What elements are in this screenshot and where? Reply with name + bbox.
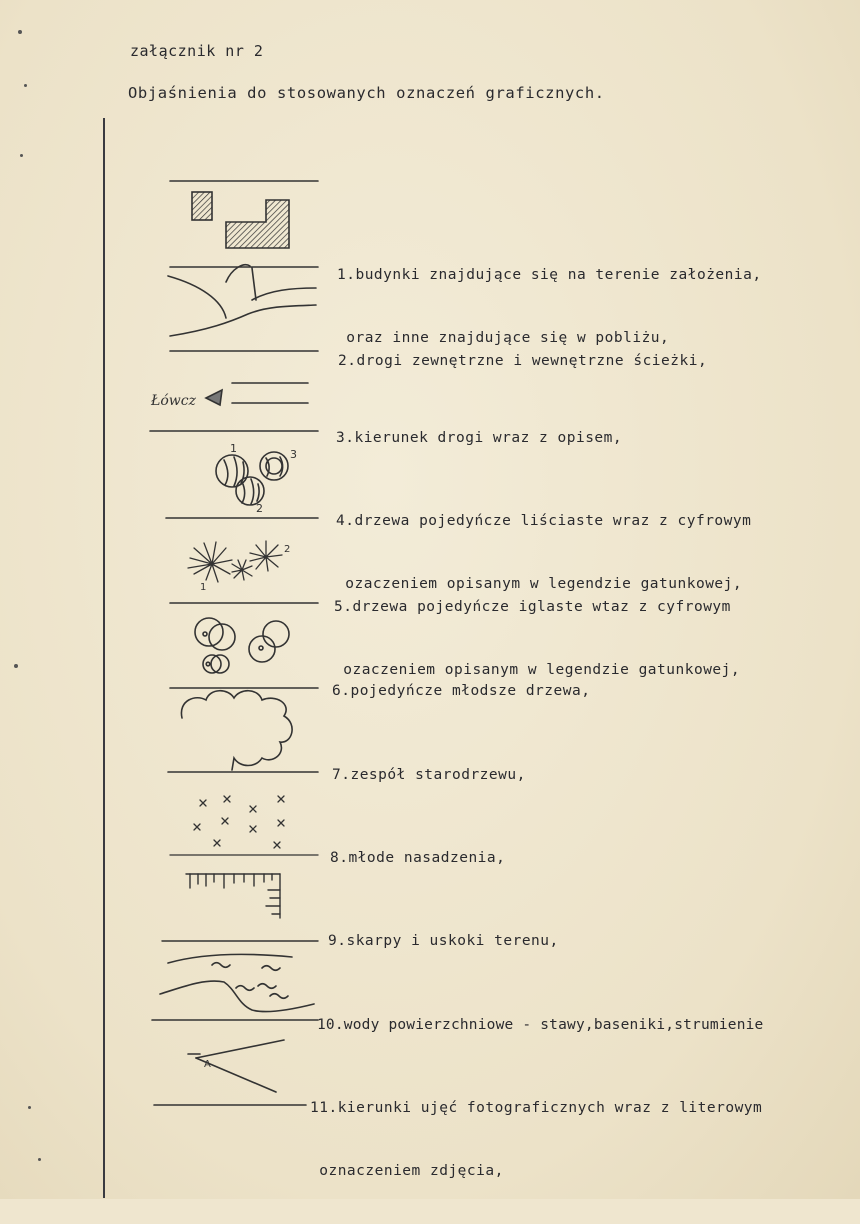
paper-speck xyxy=(28,1106,31,1109)
legend-item-1-line2: oraz inne znajdujące się w pobliżu, xyxy=(337,330,670,346)
conifer-number-2: 2 xyxy=(284,544,291,555)
deciduous-number-1: 1 xyxy=(230,442,237,455)
slope-symbol xyxy=(162,874,318,941)
legend-item-8-line1: 8.młode nasadzenia, xyxy=(330,850,506,866)
legend-item-4-line1: 4.drzewa pojedyńcze liściaste wraz z cyfrowym xyxy=(336,513,752,529)
paper-speck xyxy=(24,84,27,87)
young-tree-symbol xyxy=(170,618,318,688)
legend-item-3-line1: 3.kierunek drogi wraz z opisem, xyxy=(336,430,623,446)
attachment-label: załącznik nr 2 xyxy=(130,42,264,60)
photo-letter: A xyxy=(204,1059,211,1070)
young-plantings-symbol xyxy=(170,796,318,855)
conifer-tree-symbol xyxy=(170,541,318,603)
conifer-number-1: 1 xyxy=(200,582,207,593)
legend-item-11-line2: oznaczeniem zdjęcia, xyxy=(310,1163,504,1179)
legend-item-10-line1: 10.wody powierzchniowe - stawy,baseniki,strumienie xyxy=(317,1017,764,1033)
paper-speck xyxy=(18,30,22,34)
water-symbol xyxy=(152,954,318,1020)
deciduous-number-3: 3 xyxy=(290,448,297,461)
page-title: Objaśnienia do stosowanych oznaczeń graficznych. xyxy=(128,84,605,102)
road-symbol xyxy=(168,265,318,351)
photo-direction-symbol xyxy=(154,1040,306,1105)
paper-speck xyxy=(38,1158,41,1161)
deciduous-tree-symbol xyxy=(166,452,318,518)
legend-item-11-line1: 11.kierunki ujęć fotograficznych wraz z literowym xyxy=(310,1100,763,1116)
legend-item-4-line2: ozaczeniem opisanym w legendzie gatunkowej, xyxy=(336,576,743,592)
deciduous-number-2: 2 xyxy=(256,502,263,515)
legend-item-7-line1: 7.zespół starodrzewu, xyxy=(332,767,526,783)
legend-item-5-line2: ozaczeniem opisanym w legendzie gatunkowej, xyxy=(334,662,741,678)
old-tree-stand-symbol xyxy=(168,691,318,772)
legend-item-6-line1: 6.pojedyńcze młodsze drzewa, xyxy=(332,683,591,699)
building-symbol xyxy=(170,181,318,267)
legend-item-2-line1: 2.drogi zewnętrzne i wewnętrzne ścieżki, xyxy=(338,353,708,369)
paper-speck xyxy=(20,154,23,157)
legend-item-5-line1: 5.drzewa pojedyńcze iglaste wtaz z cyfrowym xyxy=(334,599,731,615)
legend-item-9-line1: 9.skarpy i uskoki terenu, xyxy=(328,933,559,949)
road-label-text: Łówcz xyxy=(151,393,196,409)
legend-item-1-line1: 1.budynki znajdujące się na terenie założenia, xyxy=(337,267,762,283)
paper-speck xyxy=(14,664,18,668)
